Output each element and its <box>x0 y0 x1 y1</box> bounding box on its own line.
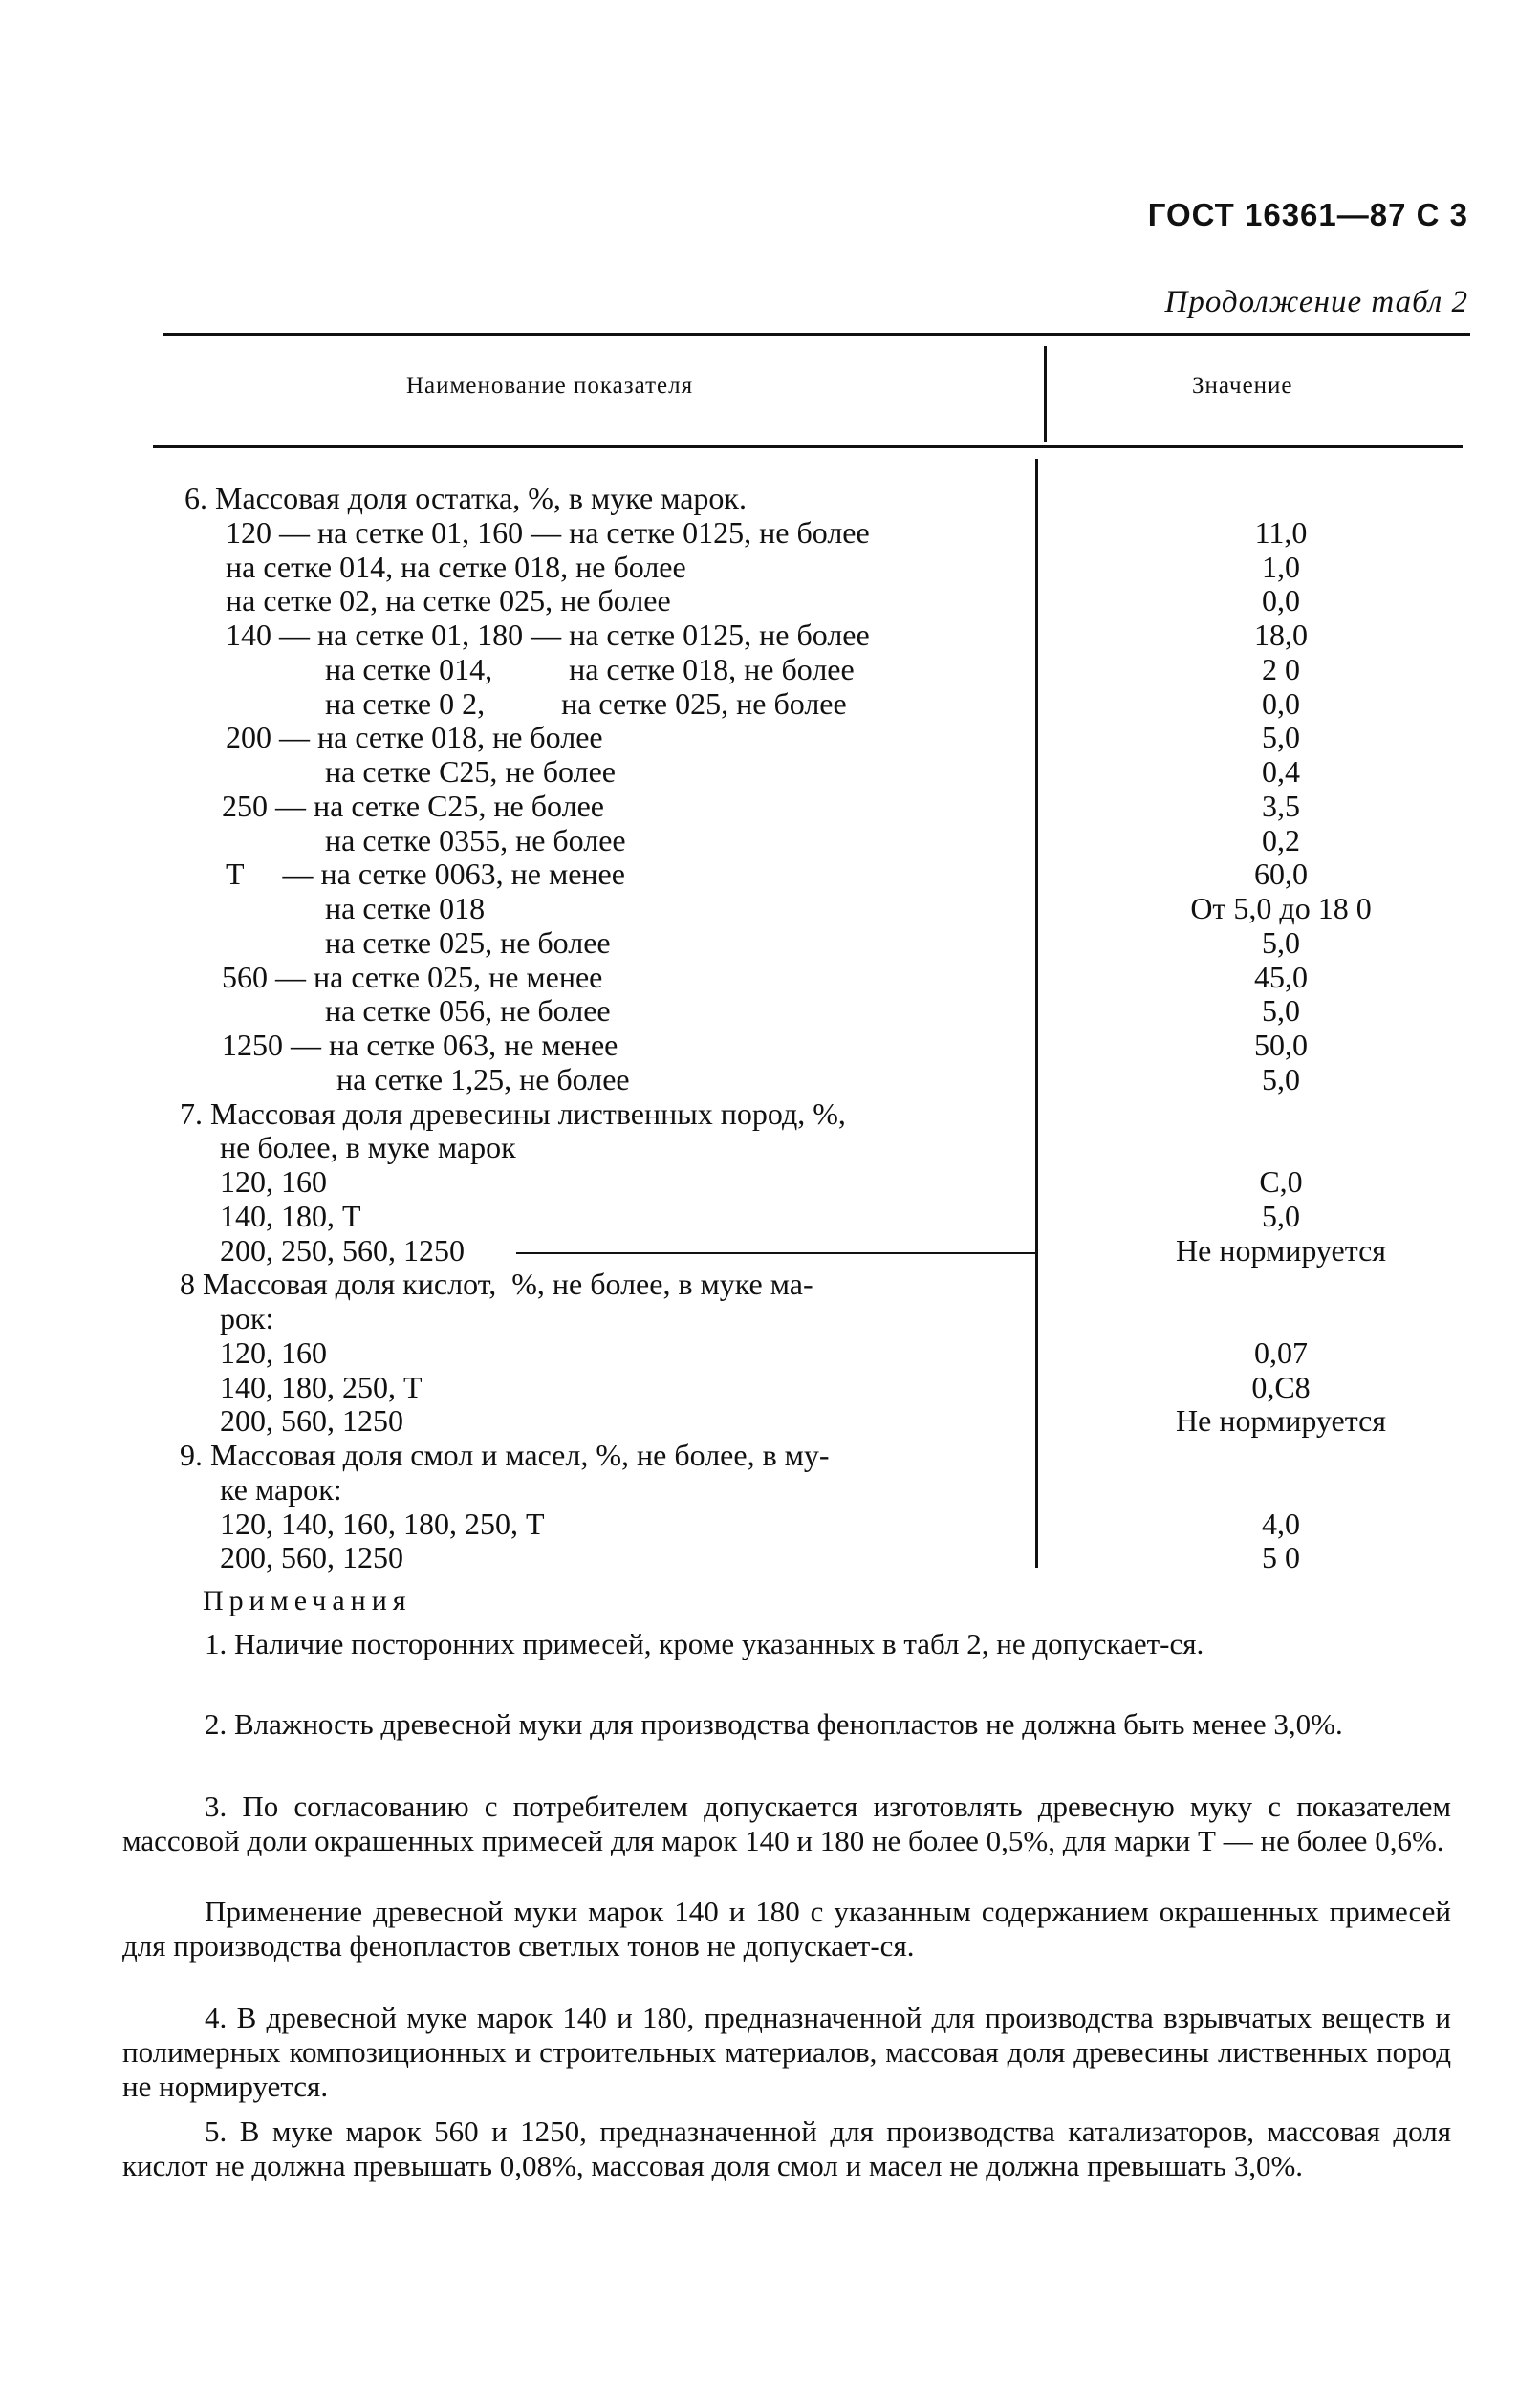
row-value: 11,0 <box>1254 515 1308 550</box>
row-name: 200, 250, 560, 1250 <box>220 1233 465 1268</box>
note-paragraph: Применение древесной муки марок 140 и 180 с указанным содержанием окрашенных примесей для производства фенопластов светлых тонов не допускает-ся. <box>122 1895 1451 1963</box>
row-name: 560 — на сетке 025, не менее <box>222 960 603 994</box>
row-value: 0,0 <box>1262 583 1300 618</box>
row-value: 60,0 <box>1254 857 1308 891</box>
table-column-divider-header <box>1044 346 1047 442</box>
row-name: на сетке 014, на сетке 018, не более <box>226 550 686 584</box>
row-name: 6. Массовая доля остатка, %, в муке марок. <box>184 481 747 515</box>
row-name: на сетке 0 2, на сетке 025, не более <box>325 686 847 721</box>
row-value: 45,0 <box>1254 960 1308 994</box>
row-value: 4,0 <box>1262 1507 1300 1541</box>
row-name: 120, 160 <box>220 1335 327 1370</box>
table-row-underline <box>516 1252 1037 1254</box>
row-name: на сетке 014, на сетке 018, не более <box>325 652 855 686</box>
row-value: С,0 <box>1259 1164 1303 1199</box>
row-name: на сетке 018 <box>325 891 486 925</box>
row-value: 2 0 <box>1262 652 1300 686</box>
row-name: на сетке 025, не более <box>325 925 611 960</box>
standard-header: ГОСТ 16361—87 С 3 <box>1147 197 1468 232</box>
row-name: 9. Массовая доля смол и масел, %, не более, в му- <box>180 1438 830 1472</box>
column-header-value: Значение <box>1192 373 1293 399</box>
row-value: 0,4 <box>1262 754 1300 789</box>
note-paragraph: 3. По согласованию с потребителем допускается изготовлять древесную муку с показателем массовой доли окрашенных примесей для марок 140 и 180 не более 0,5%, для марки Т — не более 0,6%. <box>122 1790 1451 1857</box>
row-name: на сетке С25, не более <box>325 754 616 789</box>
row-name: 120 — на сетке 01, 160 — на сетке 0125, не более <box>226 515 870 550</box>
note-paragraph: 5. В муке марок 560 и 1250, предназначенной для производства катализаторов, массовая доля кислот не должна превышать 0,08%, массовая доля смол и масел не должна превышать 3,0%. <box>122 2115 1451 2182</box>
row-name: 200, 560, 1250 <box>220 1540 403 1574</box>
row-name: 140, 180, Т <box>220 1199 361 1233</box>
table-continuation-label: Продолжение табл 2 <box>1164 285 1468 319</box>
table-top-rule <box>163 333 1470 336</box>
row-name: не более, в муке марок <box>220 1130 516 1164</box>
row-value: 0,2 <box>1262 823 1300 857</box>
row-name: ке марок: <box>220 1472 342 1507</box>
row-name: на сетке 0355, не более <box>325 823 626 857</box>
table-header-rule <box>153 445 1463 448</box>
row-value: 3,5 <box>1262 789 1300 823</box>
row-value: 5,0 <box>1262 993 1300 1028</box>
row-value: 50,0 <box>1254 1028 1308 1062</box>
note-paragraph: 1. Наличие посторонних примесей, кроме указанных в табл 2, не допускает-ся. <box>205 1627 1204 1660</box>
notes-title: Примечания <box>203 1585 412 1616</box>
row-name: 140, 180, 250, Т <box>220 1370 423 1404</box>
row-value: От 5,0 до 18 0 <box>1190 891 1372 925</box>
row-name: 200 — на сетке 018, не более <box>226 720 603 754</box>
column-header-name: Наименование показателя <box>406 373 694 399</box>
row-name: на сетке 1,25, не более <box>336 1062 630 1096</box>
row-name: Т — на сетке 0063, не менее <box>226 857 625 891</box>
row-name: на сетке 056, не более <box>325 993 611 1028</box>
row-name: 1250 — на сетке 063, не менее <box>222 1028 618 1062</box>
row-value: Не нормируется <box>1176 1233 1386 1268</box>
row-value: 0,07 <box>1254 1335 1308 1370</box>
row-name: 7. Массовая доля древесины лиственных пород, %, <box>180 1096 846 1131</box>
row-value: 1,0 <box>1262 550 1300 584</box>
note-paragraph: 4. В древесной муке марок 140 и 180, предназначенной для производства взрывчатых веществ и полимерных композиционных и строительных материалов, массовая доля древесины лиственных пород не нормируется. <box>122 2001 1451 2103</box>
row-value: Не нормируется <box>1176 1403 1386 1438</box>
row-name: на сетке 02, на сетке 025, не более <box>226 583 671 618</box>
table-column-divider <box>1035 459 1038 1568</box>
row-name: 200, 560, 1250 <box>220 1403 403 1438</box>
row-name: 8 Массовая доля кислот, %, не более, в муке ма- <box>180 1267 813 1301</box>
row-value: 5,0 <box>1262 1062 1300 1096</box>
row-name: рок: <box>220 1301 274 1335</box>
row-value: 18,0 <box>1254 618 1308 652</box>
row-name: 140 — на сетке 01, 180 — на сетке 0125, не более <box>226 618 870 652</box>
note-paragraph: 2. Влажность древесной муки для производства фенопластов не должна быть менее 3,0%. <box>205 1707 1343 1741</box>
row-name: 120, 160 <box>220 1164 327 1199</box>
row-name: 250 — на сетке С25, не более <box>222 789 604 823</box>
row-name: 120, 140, 160, 180, 250, Т <box>220 1507 545 1541</box>
row-value: 5 0 <box>1262 1540 1300 1574</box>
row-value: 5,0 <box>1262 925 1300 960</box>
row-value: 5,0 <box>1262 1199 1300 1233</box>
row-value: 0,С8 <box>1251 1370 1311 1404</box>
row-value: 5,0 <box>1262 720 1300 754</box>
row-value: 0,0 <box>1262 686 1300 721</box>
